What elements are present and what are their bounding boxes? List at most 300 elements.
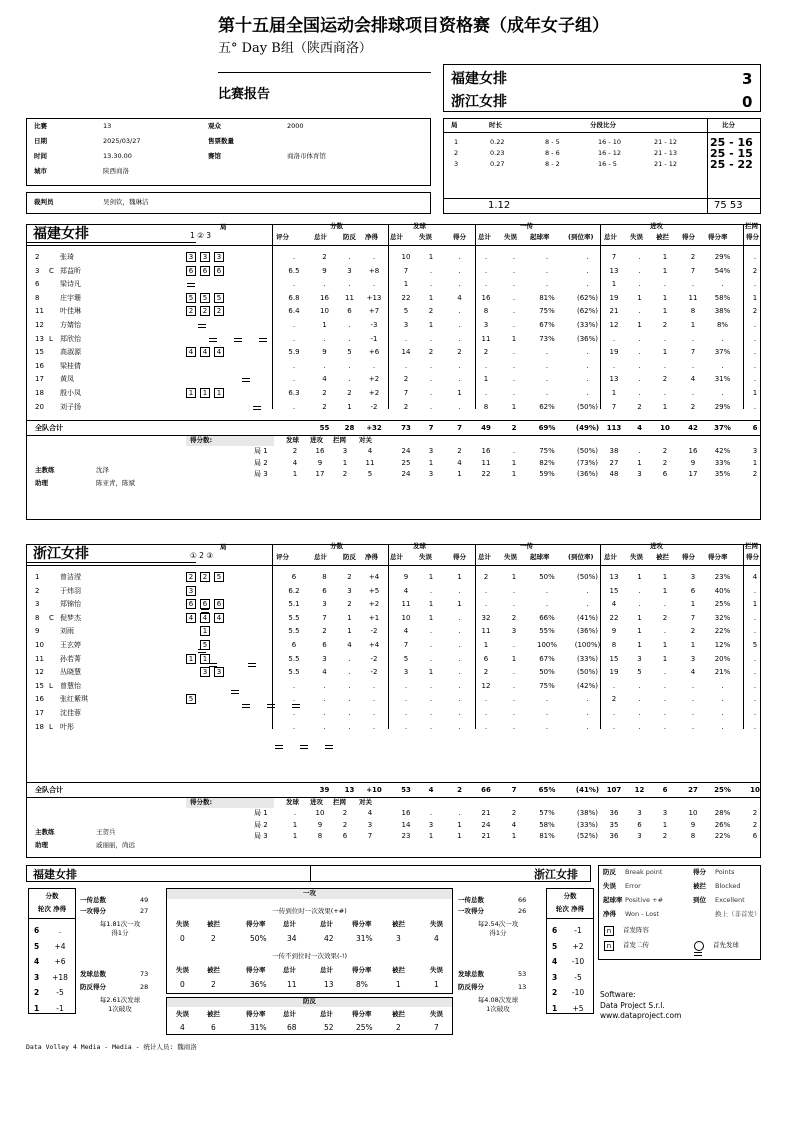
player-stat-v: 6.5 [288,266,300,275]
player-stat-rx: (100%) [574,641,601,649]
player-stat-rt: . [484,361,488,370]
rotation-position-box: 2 [200,572,210,582]
rotation-number: 1 [552,1003,558,1013]
set-duration: 0.27 [490,160,505,168]
info-value: 陕西商洛 [103,167,129,175]
player-stat-st: 10 [401,613,411,622]
team-total-apc: 25% [714,786,731,795]
player-row [0,585,794,599]
player-stat-sp: 2 [457,348,462,357]
rotation-position-box: 4 [214,613,224,623]
player-stat-rx: (33%) [576,654,599,663]
player-stat-v: 6.2 [288,586,300,595]
player-stat-rt: 1 [483,641,489,649]
player-stat-rx: . [586,722,589,731]
text [28,918,76,919]
player-stat-t: . [323,695,326,704]
player-stat-rp: 81% [539,293,555,302]
rotation-number: 1 [34,1003,40,1013]
set-stat-rt: 21 [481,809,491,818]
side-label: 一攻得分 [80,907,106,915]
player-stat-re: . [512,293,516,302]
player-stat-se: 1 [428,668,434,677]
rotation-net: -1 [574,926,582,935]
team-total-re: 7 [511,786,517,795]
break-value: 1 [396,980,401,989]
player-number: 12 [35,321,44,329]
player-stat-at: 4 [611,600,617,609]
footer: Data Volley 4 Media - Media - 统计人员: 魏商洛 [26,1043,197,1051]
player-stat-ab: 1 [662,266,668,275]
set-stat-sp: 1 [457,820,462,829]
player-stat-re: . [512,681,516,690]
player-stat-at: 15 [609,586,619,595]
player-role: L [49,722,53,731]
set-stat-b: 3 [752,447,758,456]
set-stat-at: 36 [609,809,619,818]
player-stat-rp: 75% [539,681,555,690]
break-col-header: 得分率 [352,966,372,974]
player-stat-sp: . [458,402,461,411]
player-stat-sp: . [458,627,461,636]
software-credit: Data Project S.r.l. [600,1000,665,1010]
player-name: 郑锦怡 [60,600,81,609]
software-credit: Software: [600,990,636,999]
player-stat-ae: . [638,266,641,275]
player-stat-rt: 3 [483,321,489,329]
player-stat-se: . [429,722,433,731]
coach-name: 沈泽 [96,466,109,475]
break-value: 36% [250,980,267,989]
team-total-t: 55 [319,424,330,433]
player-stat-se: . [429,586,433,595]
player-stat-ae: . [638,681,641,690]
player-stat-bp: . [348,334,351,343]
player-stat-rt: 8 [483,402,489,411]
player-stat-ap: 4 [690,668,696,677]
player-stat-se: 1 [428,321,434,329]
player-stat-se: . [429,389,433,397]
set-partial-21: 21 - 13 [654,149,678,157]
player-stat-v: 6.8 [288,293,300,302]
player-stat-rp: 67% [539,321,555,329]
player-stat-bp: . [348,375,351,384]
player-stat-at: . [612,334,616,343]
player-stat-ap: 1 [690,641,696,649]
player-stat-t: 2 [322,627,327,636]
player-name: 叶佳琳 [60,307,81,316]
player-stat-at: 19 [609,668,619,677]
team-total-at: 107 [606,786,622,795]
info-label: 赛馆 [208,152,221,160]
set-stat-rp: 59% [539,470,555,479]
player-stat-re: 1 [511,654,517,663]
player-stat-sp: . [458,681,461,690]
player-stat-sp: 4 [457,293,462,302]
rotation-number: 2 [552,988,558,997]
break-value: 0 [180,934,185,943]
player-stat-re: . [512,361,516,370]
break-col-header: 得分率 [246,966,266,974]
bench-dash-icon [186,279,196,289]
player-stat-v: 5.9 [288,348,300,357]
set-stat-re: 1 [511,458,517,467]
info-value: 13.30.00 [103,152,132,160]
player-stat-ap: 6 [690,586,696,595]
set-breakdown-label: 局 2 [254,820,268,829]
set-breakdown-label: 局 3 [254,470,268,479]
defense-value: 4 [180,1023,185,1032]
player-stat-ae: . [638,253,641,261]
player-stat-at: . [612,681,616,690]
set-partial-8: 8 - 5 [545,138,560,146]
player-stat-rx: (50%) [576,402,599,411]
player-stat-ap: 2 [690,402,696,411]
set-stat-ab: 3 [662,809,668,818]
player-row [0,278,794,292]
player-row [0,639,794,653]
player-stat-b: . [753,654,757,663]
player-row [0,265,794,279]
break-value: 50% [250,934,267,943]
rotation-net: -5 [574,972,582,982]
player-stat-rp: 100% [536,641,557,649]
team-total-rp: 65% [538,786,556,795]
side-label: 一攻得分 [458,907,484,915]
player-stat-n: . [372,253,376,261]
team-total-ap: 42 [688,424,698,433]
player-stat-b: . [753,361,757,370]
set-points: 16 [315,447,325,456]
player-stat-rp: . [545,253,549,261]
player-stat-ab: 1 [662,307,668,316]
score-team-b: 浙江女排 [451,94,507,110]
player-stat-b: 1 [752,293,758,302]
set-stat-ab: 1 [662,820,668,829]
bench-dash-icon [252,402,262,412]
player-stat-st: . [404,681,408,690]
player-stat-rp: 55% [539,627,555,636]
player-stat-rx: (50%) [576,668,599,677]
rotation-net: -5 [56,988,64,997]
text [26,435,761,436]
player-stat-ap: . [691,681,695,690]
legend-desc: Positive +# [625,896,664,904]
set-stat-ap: 9 [690,458,696,467]
defense-col-header: 总计 [320,1010,333,1018]
player-stat-b: . [753,402,757,411]
player-stat-t: . [323,280,326,289]
player-stat-ap: 11 [688,293,698,302]
player-stat-apc: 23% [714,573,731,581]
col-header-rpos: 起球率 [530,233,550,241]
set-points: . [293,809,297,818]
player-stat-st: 14 [401,348,411,357]
rotation-position-box: 3 [214,667,224,677]
player-stat-n: -2 [370,668,378,677]
rotation-position-box: 1 [186,654,196,664]
player-stat-at: . [612,709,616,717]
legend-key: 起球率 [603,896,623,904]
player-stat-at: 13 [609,266,619,275]
player-stat-t: . [323,361,326,370]
player-number: 11 [35,307,44,316]
break-value: 34 [287,934,297,943]
set-stat-rp: 82% [539,458,555,467]
player-stat-se: 1 [428,573,434,581]
set-numbers: 1 ② 3 [190,231,212,240]
player-stat-t: 6 [322,641,327,649]
set-stat-ap: 9 [690,820,696,829]
player-stat-bp: 11 [345,293,354,302]
set-stat-se: 1 [428,832,434,841]
player-stat-re: . [512,307,516,316]
set-stat-rx: (33%) [576,820,599,829]
player-stat-t: 9 [322,266,327,275]
player-stat-ab: . [663,695,667,704]
defense-value: 31% [250,1023,267,1032]
set-duration: 0.22 [490,138,505,146]
sets-header: 比分 [722,121,735,129]
player-stat-rt: . [484,280,488,289]
player-stat-ap: 1 [690,321,696,329]
player-stat-st: 3 [403,321,409,329]
player-stat-rx: (42%) [576,681,599,690]
break-col-header: 失误 [176,966,189,974]
rotation-position-box: 5 [214,293,224,303]
player-stat-rp: 50% [539,573,555,581]
page-subtitle: 五° Day B组（陕西商洛） [218,41,372,56]
player-stat-t: 9 [322,348,327,357]
defense-value: 6 [211,1023,216,1032]
text [26,797,761,798]
player-stat-v: 5.1 [288,600,300,609]
player-name: 曾洁滢 [60,573,81,581]
player-stat-se: 1 [428,293,434,302]
rotation-position-box: 4 [214,347,224,357]
player-stat-sp: 1 [457,600,462,609]
set-points: 9 [317,458,323,467]
set-stat-ab: 2 [662,458,668,467]
rotation-position-box: 1 [214,388,224,398]
player-stat-rx: . [586,266,589,275]
rotation-position-box: 3 [214,252,224,262]
player-stat-rt: 2 [483,668,489,677]
player-stat-re: . [512,695,516,704]
side-note: 1次破攻 [108,1005,132,1013]
team-total-row [0,784,794,798]
team-total-label: 全队合计 [35,786,63,795]
set-stat-rx: (36%) [576,470,599,479]
player-stat-n: . [372,280,376,289]
rotation-number: 6 [34,926,40,935]
set-partial-16: 16 - 5 [598,160,617,168]
player-number: 16 [35,361,44,370]
set-stat-rt: 11 [481,458,491,467]
team-total-sp: 7 [457,424,462,433]
set-stat-apc: 22% [714,832,731,841]
legend-key: 净得 [603,910,616,918]
set-stat-ap: 8 [690,832,696,841]
player-stat-n: -2 [370,402,378,411]
rotation-position-box: 6 [200,599,210,609]
col-group-pts: 分数 [330,222,343,230]
side-value: 66 [518,896,527,904]
player-stat-sp: 1 [457,573,462,581]
set-stat-st: 25 [401,458,411,467]
player-stat-rt: 1 [483,375,489,384]
player-number: 11 [35,654,44,663]
player-stat-apc: 25% [714,600,731,609]
player-stat-se: . [429,709,433,717]
set-breakdown-row [0,820,794,831]
player-stat-rp: . [545,389,549,397]
break-col-header: 失误 [430,920,443,928]
set-stat-re: . [512,447,516,456]
player-number: 13 [35,334,44,343]
player-stat-rp: . [545,361,549,370]
player-name: 丛晓慧 [60,668,81,677]
player-name: 曾慧怡 [60,681,81,690]
player-stat-n: +8 [368,266,380,275]
set-stat-ap: 10 [688,809,698,818]
col-header-bp: 防反 [343,233,356,241]
report-title: 比赛报告 [218,87,271,102]
player-name: 王玄婷 [60,641,81,649]
col-header-rexc: (到位率) [568,233,594,241]
col-header-atot: 总计 [604,553,617,561]
player-stat-sp: . [458,266,461,275]
player-stat-apc: 32% [714,613,731,622]
player-stat-rx: (33%) [576,321,599,329]
team-total-b: 10 [750,786,760,795]
rotation-position-box: 3 [186,586,196,596]
player-stat-ae: . [638,600,641,609]
player-stat-apc: 37% [714,348,731,357]
player-stat-ae: 1 [637,627,642,636]
player-stat-st: 3 [403,668,409,677]
col-header-rerr: 失误 [504,233,517,241]
set-number: 2 [454,149,459,157]
player-stat-st: . [404,361,408,370]
team-total-st: 53 [401,786,411,795]
player-stat-ae: . [638,722,641,731]
set-stat-ae: 6 [637,820,642,829]
break-col-header: 总计 [283,966,296,974]
player-stat-rx: . [586,695,589,704]
points-col-header: 发球 [286,798,299,807]
col-header-tot: 总计 [314,233,327,241]
bench-dash-icon [233,334,243,344]
side-label: 一传总数 [80,896,106,904]
break-value: 0 [180,980,185,989]
rotation-net: +18 [52,972,68,982]
set-stat-rt: 24 [481,820,491,829]
set-stat-re: 2 [511,809,517,818]
set-stat-rx: (52%) [576,832,599,841]
set-stat-ae: 3 [637,470,642,479]
col-header-stot: 总计 [390,233,403,241]
player-stat-v: . [292,253,296,261]
player-stat-ab: . [663,627,667,636]
player-stat-at: 9 [611,627,617,636]
rotation-position-box: 6 [186,599,196,609]
player-stat-v: . [292,375,296,384]
rotation-position-box: 2 [214,306,224,316]
player-name: 叶彤 [60,722,74,731]
team-total-re: 2 [511,424,517,433]
player-stat-ae: 1 [637,293,642,302]
player-stat-se: . [429,375,433,384]
rotation-net: +6 [54,957,66,966]
set-points: 3 [367,820,373,829]
player-name: 郑益昕 [60,266,81,275]
player-stat-apc: . [721,389,724,397]
player-stat-ae: 1 [637,573,642,581]
player-stat-n: . [372,361,376,370]
points-col-header: 拦网 [333,436,346,445]
player-name: 倪梦杰 [60,613,81,622]
col-header-rtot: 总计 [478,233,491,241]
player-stat-v: . [292,280,296,289]
rotation-position-box: 1 [200,654,210,664]
player-stat-ap: . [691,280,695,289]
player-stat-v: 6 [291,573,297,581]
legend-desc: 首发阵容 [623,926,649,934]
player-stat-ab: 2 [662,613,668,622]
player-stat-st: 4 [403,586,409,595]
player-stat-ab: 1 [662,654,668,663]
player-stat-ap: . [691,361,695,370]
rotation-net: -10 [571,957,585,966]
player-stat-rx: . [586,361,589,370]
player-stat-ae: 2 [637,402,642,411]
player-row [0,319,794,333]
player-stat-st: 11 [401,600,411,609]
set-stat-re: 1 [511,470,517,479]
player-stat-b: . [753,695,757,704]
set-stat-st: 16 [401,809,411,818]
set-points: 7 [367,832,373,841]
break-col-header: 失误 [176,920,189,928]
player-stat-rp: 73% [539,334,555,343]
player-stat-rx: . [586,280,589,289]
side-note: 1次破攻 [486,1005,510,1013]
player-number: 2 [35,253,40,261]
player-stat-t: 16 [320,293,329,302]
bench-dash-icon [197,320,207,330]
player-stat-t: . [323,334,326,343]
player-number: 8 [35,293,40,302]
col-header-tot: 总计 [314,553,327,561]
player-stat-st: 5 [403,307,409,316]
info-value: 商洛市体育馆 [287,152,326,160]
player-stat-se: . [429,402,433,411]
set-stat-ae: 1 [637,458,642,467]
player-stat-bp: 3 [347,266,352,275]
player-stat-se: . [429,266,433,275]
player-stat-ab: 1 [662,586,668,595]
player-stat-rp: . [545,586,549,595]
set-points: 17 [315,470,325,479]
player-stat-apc: 21% [714,668,731,677]
set-number: 3 [454,160,459,168]
break-value: 11 [287,980,297,989]
player-stat-re: 1 [511,402,517,411]
set-points: 5 [367,470,373,479]
player-role: L [49,334,53,343]
player-stat-ae: . [638,334,641,343]
